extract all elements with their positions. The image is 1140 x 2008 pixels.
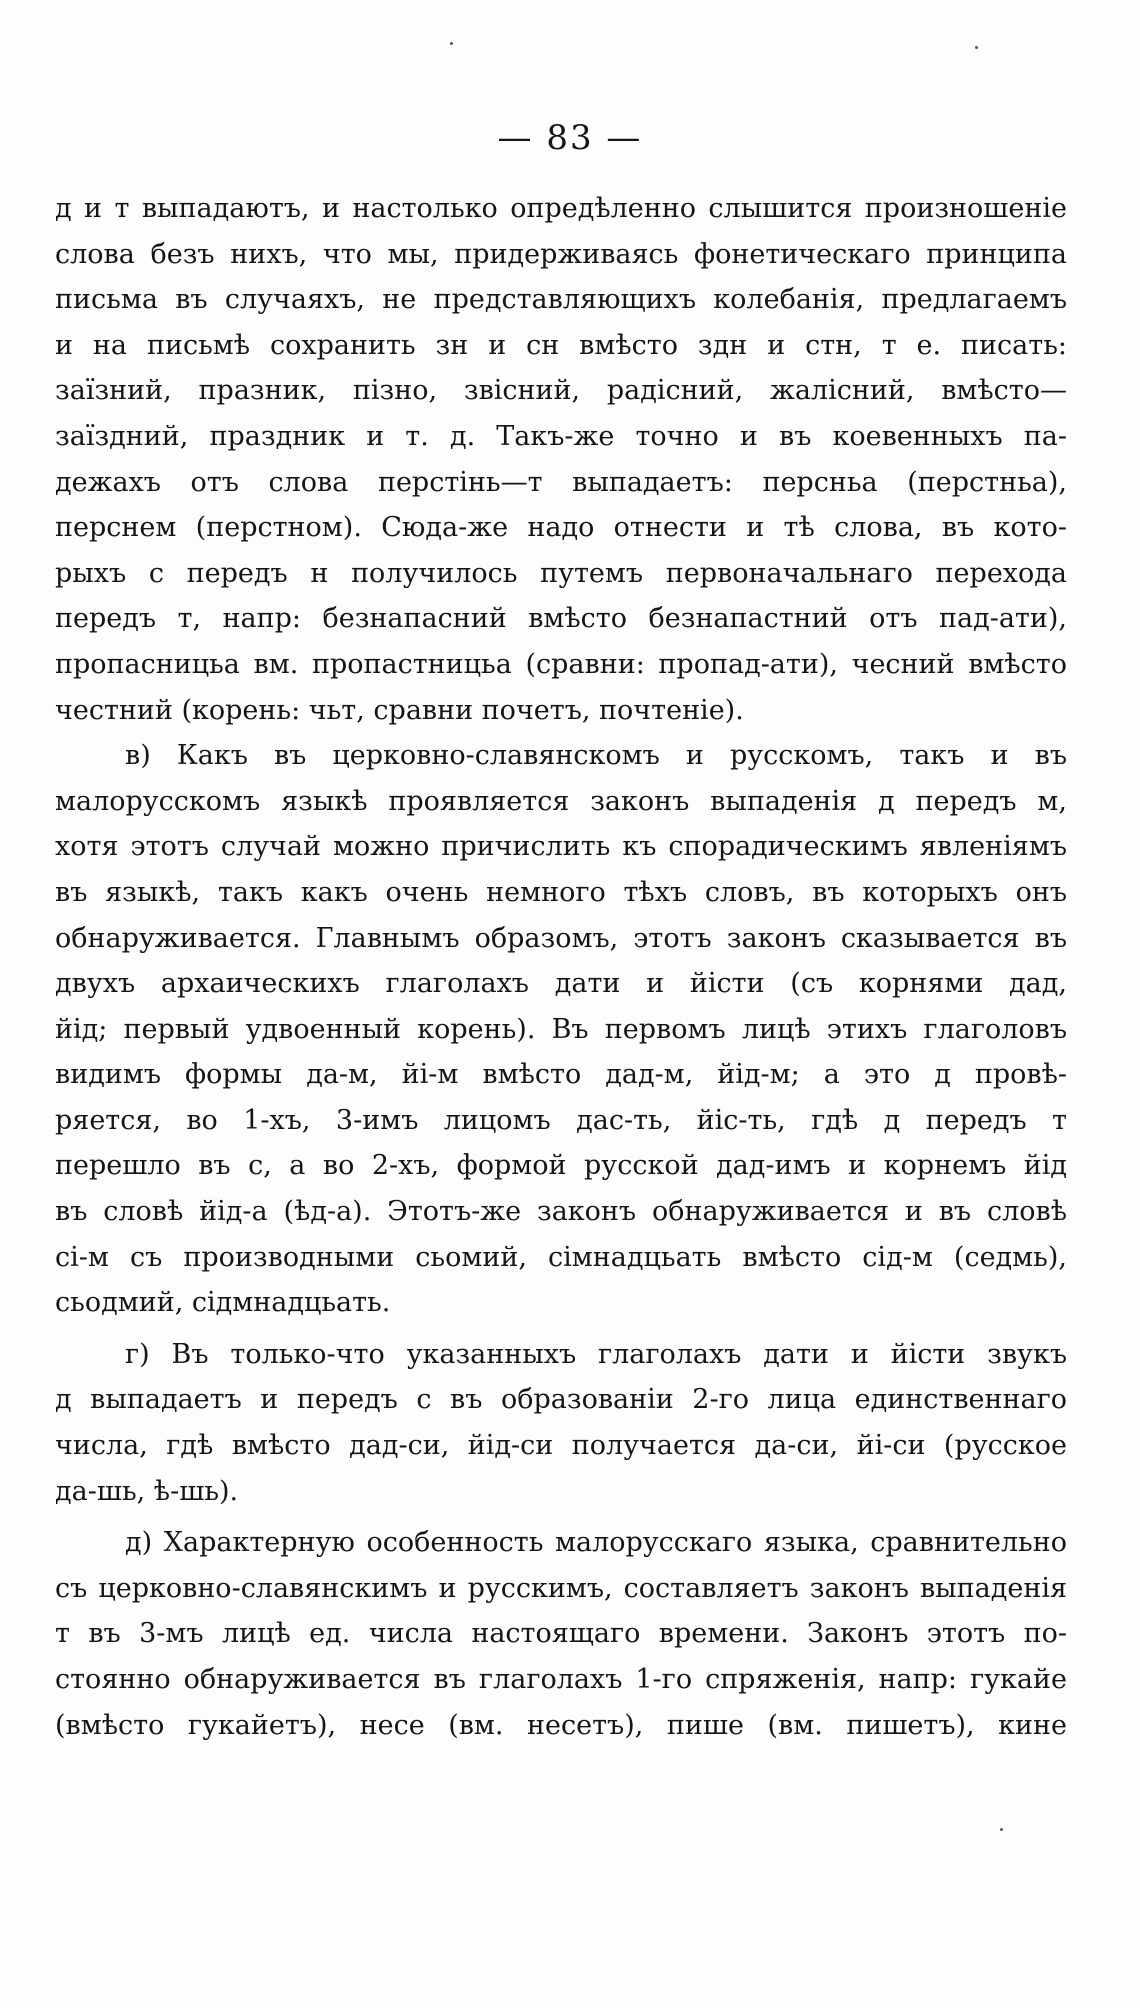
text-line: сьодмий, сідмнадцьать.: [55, 1287, 391, 1319]
text-line: въ словѣ йід-а (ѣд-а). Этотъ-же законъ обнаруживается и въ словѣ: [55, 1196, 1067, 1228]
text-line: перешло въ с, а во 2-хъ, формой русской дад-имъ и корнемъ йід: [55, 1150, 1067, 1182]
text-line: рыхъ с передъ н получилось путемъ первоначальнаго перехода: [55, 557, 1067, 589]
text-line: пропасницьа вм. пропастницьа (сравни: пропад-ати), чесний вмѣсто: [55, 648, 1067, 680]
page-number: — 83 —: [497, 118, 643, 158]
text-line: в) Какъ въ церковно-славянскомъ и русскомъ, такъ и въ: [125, 740, 1067, 772]
text-line: слова безъ нихъ, что мы, придерживаясь фонетическаго принципа: [55, 238, 1067, 270]
text-line: йід; первый удвоенный корень). Въ первомъ лицѣ этихъ глаголовъ: [55, 1013, 1067, 1045]
text-line: малорусскомъ языкѣ проявляется законъ выпаденія д передъ м,: [55, 785, 1067, 817]
paragraph-2: [55, 733, 1067, 1326]
paragraph-1: [55, 186, 1067, 733]
text-line: д и т выпадаютъ, и настолько опредѣленно слышится произношеніе: [55, 193, 1067, 224]
text-line: дежахъ отъ слова перстінь—т выпадаетъ: персньа (перстньа),: [55, 466, 1067, 498]
text-line: ряется, во 1-хъ, 3-имъ лицомъ дас-ть, йіс-ть, гдѣ д передъ т: [55, 1104, 1067, 1136]
text-line: (вмѣсто гукайетъ), несе (вм. несетъ), пише (вм. пишетъ), кине: [55, 1709, 1067, 1741]
text-line: д) Характерную особенность малорусскаго языка, сравнительно: [125, 1527, 1067, 1559]
text-line: да-шь, ѣ-шь).: [55, 1475, 239, 1507]
text-line: передъ т, напр: безнапасний вмѣсто безнапастний отъ пад-ати),: [55, 603, 1067, 635]
text-line: честний (корень: чьт, сравни почетъ, почтеніе).: [55, 694, 744, 726]
text-line: числа, гдѣ вмѣсто дад-си, йід-си получается да-си, йі-си (русское: [55, 1430, 1067, 1462]
text-line: съ церковно-славянскимъ и русскимъ, составляетъ законъ выпаденія: [55, 1572, 1067, 1604]
text-line: заїзний, празник, пізно, звісний, радісний, жалісний, вмѣсто—: [55, 375, 1067, 407]
text-line: видимъ формы да-м, йі-м вмѣсто дад-м, йід-м; а это д провѣ-: [55, 1059, 1067, 1091]
text-line: въ языкѣ, такъ какъ очень немного тѣхъ словъ, въ которыхъ онъ: [55, 876, 1067, 908]
text-line: заїздний, праздник и т. д. Такъ-же точно и въ коевенныхъ па-: [55, 420, 1067, 452]
paper-speck: [450, 42, 453, 45]
text-line: и на письмѣ сохранить зн и сн вмѣсто здн и стн, т е. писать:: [55, 329, 1067, 361]
text-line: обнаруживается. Главнымъ образомъ, этотъ законъ сказывается въ: [55, 922, 1067, 954]
text-line: перснем (перстном). Сюда-же надо отнести и тѣ слова, въ кото-: [55, 512, 1067, 544]
text-line: г) Въ только-что указанныхъ глаголахъ дати и йісти звукъ: [125, 1338, 1067, 1370]
text-line: д выпадаетъ и передъ с въ образованіи 2-го лица единственнаго: [55, 1384, 1067, 1416]
paragraph-4: [55, 1520, 1067, 1748]
text-line: двухъ архаическихъ глаголахъ дати и йісти (съ корнями дад,: [55, 968, 1067, 1000]
body-text: [55, 186, 1067, 1748]
paragraph-3: [55, 1332, 1067, 1514]
text-line: стоянно обнаруживается въ глаголахъ 1-го спряженія, напр: гукайе: [55, 1664, 1067, 1695]
text-line: хотя этотъ случай можно причислить къ спорадическимъ явленіямъ: [55, 831, 1067, 863]
text-line: письма въ случаяхъ, не представляющихъ колебанія, предлагаемъ: [55, 284, 1067, 316]
paper-speck: [975, 46, 978, 49]
text-line: т въ 3-мъ лицѣ ед. числа настоящаго времени. Законъ этотъ по-: [55, 1618, 1067, 1650]
text-line: сі-м съ производными сьомий, сімнадцьать вмѣсто сід-м (седмь),: [55, 1241, 1067, 1273]
paper-speck: [1000, 1828, 1003, 1831]
